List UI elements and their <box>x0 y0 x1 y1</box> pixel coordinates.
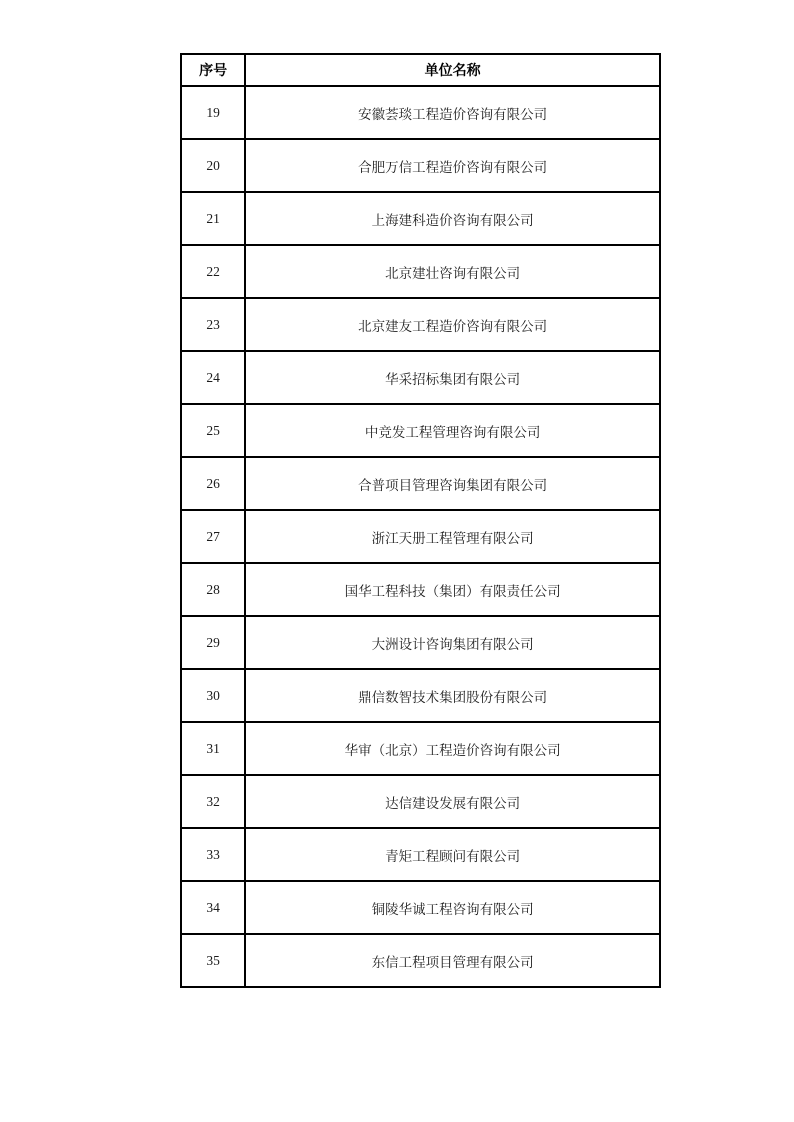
table-row <box>181 616 660 669</box>
table-row <box>181 934 660 987</box>
row-number-cell: 35 <box>181 934 245 987</box>
table-row <box>181 245 660 298</box>
row-number-cell: 33 <box>181 828 245 881</box>
header-cell-index: 序号 <box>181 54 245 86</box>
row-number-cell: 25 <box>181 404 245 457</box>
table-row <box>181 457 660 510</box>
table-row <box>181 722 660 775</box>
row-number-cell: 24 <box>181 351 245 404</box>
row-company-cell: 鼎信数智技术集团股份有限公司 <box>245 669 660 722</box>
row-number-cell: 29 <box>181 616 245 669</box>
row-company-cell: 上海建科造价咨询有限公司 <box>245 192 660 245</box>
row-company-cell: 国华工程科技（集团）有限责任公司 <box>245 563 660 616</box>
row-company-cell: 安徽荟琰工程造价咨询有限公司 <box>245 86 660 139</box>
row-number-cell: 34 <box>181 881 245 934</box>
table-row <box>181 881 660 934</box>
row-number-cell: 31 <box>181 722 245 775</box>
table-row <box>181 404 660 457</box>
row-number-cell: 20 <box>181 139 245 192</box>
row-number-cell: 23 <box>181 298 245 351</box>
row-number-cell: 19 <box>181 86 245 139</box>
row-number-cell: 21 <box>181 192 245 245</box>
row-company-cell: 中竞发工程管理咨询有限公司 <box>245 404 660 457</box>
table-row <box>181 192 660 245</box>
table-row <box>181 563 660 616</box>
table-row <box>181 351 660 404</box>
row-company-cell: 大洲设计咨询集团有限公司 <box>245 616 660 669</box>
table-body <box>181 86 660 987</box>
table-row <box>181 86 660 139</box>
row-company-cell: 东信工程项目管理有限公司 <box>245 934 660 987</box>
row-number-cell: 22 <box>181 245 245 298</box>
table-header-row <box>181 54 660 86</box>
row-company-cell: 青矩工程顾问有限公司 <box>245 828 660 881</box>
table-row <box>181 298 660 351</box>
row-number-cell: 27 <box>181 510 245 563</box>
table-row <box>181 669 660 722</box>
table-row <box>181 510 660 563</box>
row-company-cell: 华采招标集团有限公司 <box>245 351 660 404</box>
row-number-cell: 32 <box>181 775 245 828</box>
row-company-cell: 合肥万信工程造价咨询有限公司 <box>245 139 660 192</box>
table-row <box>181 775 660 828</box>
table-row <box>181 139 660 192</box>
row-company-cell: 北京建壮咨询有限公司 <box>245 245 660 298</box>
row-company-cell: 铜陵华诚工程咨询有限公司 <box>245 881 660 934</box>
row-company-cell: 北京建友工程造价咨询有限公司 <box>245 298 660 351</box>
row-company-cell: 浙江天册工程管理有限公司 <box>245 510 660 563</box>
row-company-cell: 华审（北京）工程造价咨询有限公司 <box>245 722 660 775</box>
row-number-cell: 26 <box>181 457 245 510</box>
table-header <box>181 54 660 86</box>
company-table <box>180 53 661 988</box>
row-number-cell: 28 <box>181 563 245 616</box>
table-row <box>181 828 660 881</box>
header-cell-company: 单位名称 <box>245 54 660 86</box>
row-company-cell: 合普项目管理咨询集团有限公司 <box>245 457 660 510</box>
row-number-cell: 30 <box>181 669 245 722</box>
row-company-cell: 达信建设发展有限公司 <box>245 775 660 828</box>
